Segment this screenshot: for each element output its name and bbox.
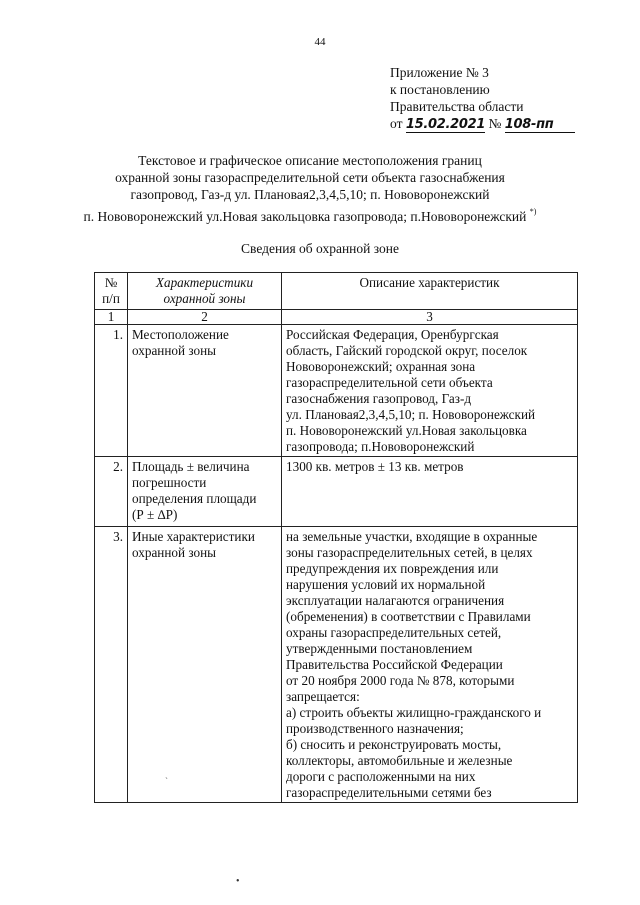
description-line: газоснабжения газопровод, Газ-д xyxy=(286,391,472,406)
characteristic-line: (Р ± ∆Р) xyxy=(132,507,178,522)
description-line: 1300 кв. метров ± 13 кв. метров xyxy=(286,459,464,474)
table-row xyxy=(95,457,578,527)
row-description xyxy=(282,457,578,527)
scan-speck: • xyxy=(236,876,240,887)
header-number xyxy=(95,273,128,310)
column-number-2: 2 xyxy=(128,310,282,325)
description-line: эксплуатации налагаются ограничения xyxy=(286,593,505,608)
description-line: газораспределительной сети объекта xyxy=(286,375,493,390)
table-row xyxy=(95,325,578,457)
characteristic-line: погрешности xyxy=(132,475,207,490)
header-characteristics-line-2: охранной зоны xyxy=(163,291,246,306)
description-line: от 20 ноября 2000 года № 878, которыми xyxy=(286,673,515,688)
row-number: 2. xyxy=(95,457,128,527)
description-line: нарушения условий их нормальной xyxy=(286,577,486,592)
description-line: ул. Плановая2,3,4,5,10; п. Нововоронежский xyxy=(286,407,536,422)
description-line: зоны газораспределительных сетей, в целях xyxy=(286,545,533,560)
handwritten-date: 15.02.2021 xyxy=(405,117,486,132)
description-line: (обременения) в соответствии с Правилами xyxy=(286,609,531,624)
column-number-3: 3 xyxy=(282,310,578,325)
column-number-1: 1 xyxy=(95,310,128,325)
title-line-2: охранной зоны газораспределительной сети объекта газоснабжения xyxy=(115,170,505,185)
document-title xyxy=(80,152,540,225)
appendix-date-line xyxy=(390,115,575,133)
protection-zone-table xyxy=(94,272,578,803)
description-line: производственного назначения; xyxy=(286,721,464,736)
appendix-line-3: Правительства области xyxy=(390,99,524,114)
section-heading: Сведения об охранной зоне xyxy=(241,241,399,256)
header-number-line-2: п/п xyxy=(102,291,120,306)
description-line: Правительства Российской Федерации xyxy=(286,657,503,672)
row-characteristic xyxy=(128,325,282,457)
handwritten-number: 108-пп xyxy=(505,118,575,133)
characteristic-line: Площадь ± величина xyxy=(132,459,250,474)
scan-speck: ˋ xyxy=(165,776,168,786)
description-line: область, Гайский городской округ, поселок xyxy=(286,343,528,358)
header-description: Описание характеристик xyxy=(282,273,578,310)
footnote-mark: *) xyxy=(529,207,537,216)
appendix-block xyxy=(390,64,575,133)
description-line: газораспределительными сетями без xyxy=(286,785,492,800)
description-line: п. Нововоронежский ул.Новая закольцовка xyxy=(286,423,527,438)
row-description xyxy=(282,325,578,457)
row-description xyxy=(282,527,578,803)
row-number: 3. xyxy=(95,527,128,803)
characteristic-line: Местоположение xyxy=(132,327,229,342)
characteristic-line: определения площади xyxy=(132,491,257,506)
row-characteristic xyxy=(128,527,282,803)
row-characteristic xyxy=(128,457,282,527)
description-line: газопровода; п.Нововоронежский xyxy=(286,439,475,454)
date-prefix: от xyxy=(390,116,403,131)
table-header-row xyxy=(95,273,578,310)
header-characteristics-line-1: Характеристики xyxy=(155,275,254,290)
description-line: запрещается: xyxy=(286,689,360,704)
characteristic-line: Иные характеристики xyxy=(132,529,255,544)
description-line: утвержденными постановлением xyxy=(286,641,473,656)
characteristic-line: охранной зоны xyxy=(132,545,217,560)
header-number-line-1: № xyxy=(104,275,118,290)
page-number: 44 xyxy=(314,36,326,48)
table-row xyxy=(95,527,578,803)
table-column-numbers-row xyxy=(95,310,578,325)
title-line-1: Текстовое и графическое описание местоположения границ xyxy=(138,153,482,168)
description-line: на земельные участки, входящие в охранные xyxy=(286,529,538,544)
description-line: охраны газораспределительных сетей, xyxy=(286,625,502,640)
description-line: коллекторы, автомобильные и железные xyxy=(286,753,513,768)
description-line: а) строить объекты жилищно-гражданского и xyxy=(286,705,542,720)
number-prefix: № xyxy=(488,116,502,131)
appendix-line-2: к постановлению xyxy=(390,82,490,97)
title-line-3: газопровод, Газ-д ул. Плановая2,3,4,5,10; п. Нововоронежский xyxy=(130,187,490,202)
row-number: 1. xyxy=(95,325,128,457)
header-characteristics xyxy=(128,273,282,310)
description-line: дороги с расположенными на них xyxy=(286,769,476,784)
description-line: предупреждения их повреждения или xyxy=(286,561,499,576)
description-line: Российская Федерация, Оренбургская xyxy=(286,327,499,342)
title-line-4-wrap xyxy=(80,203,540,225)
characteristic-line: охранной зоны xyxy=(132,343,217,358)
appendix-line-1: Приложение № 3 xyxy=(390,65,489,80)
title-line-4: п. Нововоронежский ул.Новая закольцовка газопровода; п.Нововоронежский xyxy=(83,209,527,224)
description-line: б) сносить и реконструировать мосты, xyxy=(286,737,502,752)
description-line: Нововоронежский; охранная зона xyxy=(286,359,476,374)
